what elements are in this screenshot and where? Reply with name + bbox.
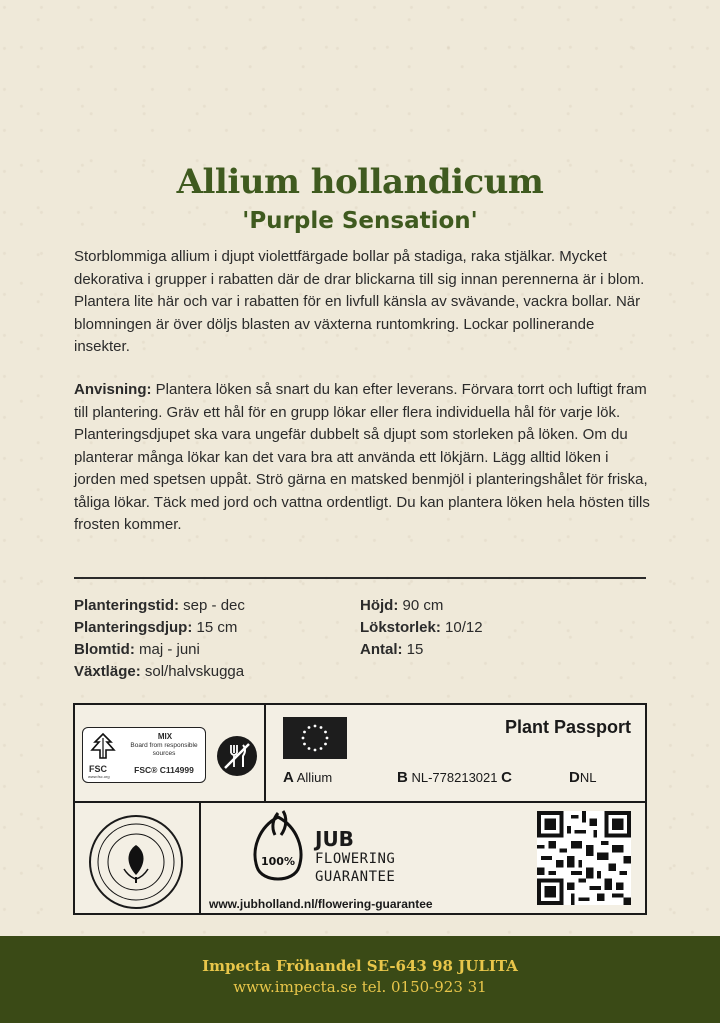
jub-tagline: FLOWERING GUARANTEE <box>315 851 396 885</box>
fact-count: Antal: 15 <box>360 641 424 658</box>
fsc-board: Board from responsible sources <box>130 742 198 757</box>
eu-flag-icon <box>283 717 347 759</box>
passport-b: B NL-778213021 C <box>397 769 512 786</box>
fsc-code: FSC® C114999 <box>134 765 194 775</box>
fact-bulb-size: Lökstorlek: 10/12 <box>360 619 483 636</box>
fork-knife-crossed-icon <box>217 736 257 776</box>
passport-a: A Allium <box>283 769 333 786</box>
fact-bloom-time: Blomtid: maj - juni <box>74 641 200 658</box>
passport-d: DNL <box>569 769 597 786</box>
facts-right <box>360 595 640 661</box>
jub-brand: JUB <box>315 827 354 851</box>
product-title: Allium hollandicum <box>176 162 544 202</box>
fact-height: Höjd: 90 cm <box>360 597 444 614</box>
footer-contact[interactable]: www.impecta.se tel. 0150-923 31 <box>233 978 487 996</box>
plant-passport-title: Plant Passport <box>505 717 632 737</box>
fsc-url: www.fsc.org <box>88 774 110 779</box>
description: Storblommiga allium i djupt violettfärgade bollar på stadiga, raka stjälkar. Mycket dekorativa i grupper i rabatten där de drar blickarna till sig innan perennerna är i blom. Plantera lite här och var i rabatten för en livfull känsla av svävande, vackra bollar. När blomningen är över döljs blasten av växterna runtomkring. Lockar pollinerande insekter. <box>74 248 645 355</box>
fsc-tree-icon <box>89 732 117 764</box>
instructions-label: Anvisning: <box>74 381 152 398</box>
footer-company: Impecta Fröhandel SE-643 98 JULITA <box>202 957 518 975</box>
instructions-text: Plantera löken så snart du kan efter leverans. Förvara torrt och luftigt fram till plantering. Gräv ett hål för en grupp lökar eller flera individuella hål för varje lök. Planteringsdjupet ska vara ungefär dubbelt så djupt som storleken på löken. Om du planterar många lökar kan det vara bra att använda ett lökjärn. Lägg alltid löken i jorden med spetsen uppåt. Strö gärna en matsked benmjöl i planteringshålet för friska, tåliga lökar. Täck med jord och vattna ordentligt. Du kan plantera löken hela hösten tills frosten kommer. <box>74 381 650 533</box>
fsc-mix: MIX <box>157 732 173 741</box>
fsc-label: FSC <box>89 764 107 774</box>
fsc-logo <box>82 727 206 783</box>
jub-logo-icon <box>245 809 311 891</box>
fact-planting-time: Planteringstid: sep - dec <box>74 597 245 614</box>
fact-planting-depth: Planteringsdjup: 15 cm <box>74 619 238 636</box>
facts-left <box>74 595 354 683</box>
certification-box <box>73 703 647 915</box>
jub-logo-percent: 100% <box>261 855 295 868</box>
sustainable-supplier-seal <box>89 815 183 909</box>
footer <box>0 936 720 1023</box>
divider <box>74 577 646 579</box>
fact-location: Växtläge: sol/halvskugga <box>74 663 245 680</box>
instructions <box>74 379 650 537</box>
product-subtitle: 'Purple Sensation' <box>242 208 478 234</box>
guarantee-url[interactable]: www.jubholland.nl/flowering-guarantee <box>209 897 433 911</box>
qr-code-icon[interactable] <box>537 811 631 905</box>
